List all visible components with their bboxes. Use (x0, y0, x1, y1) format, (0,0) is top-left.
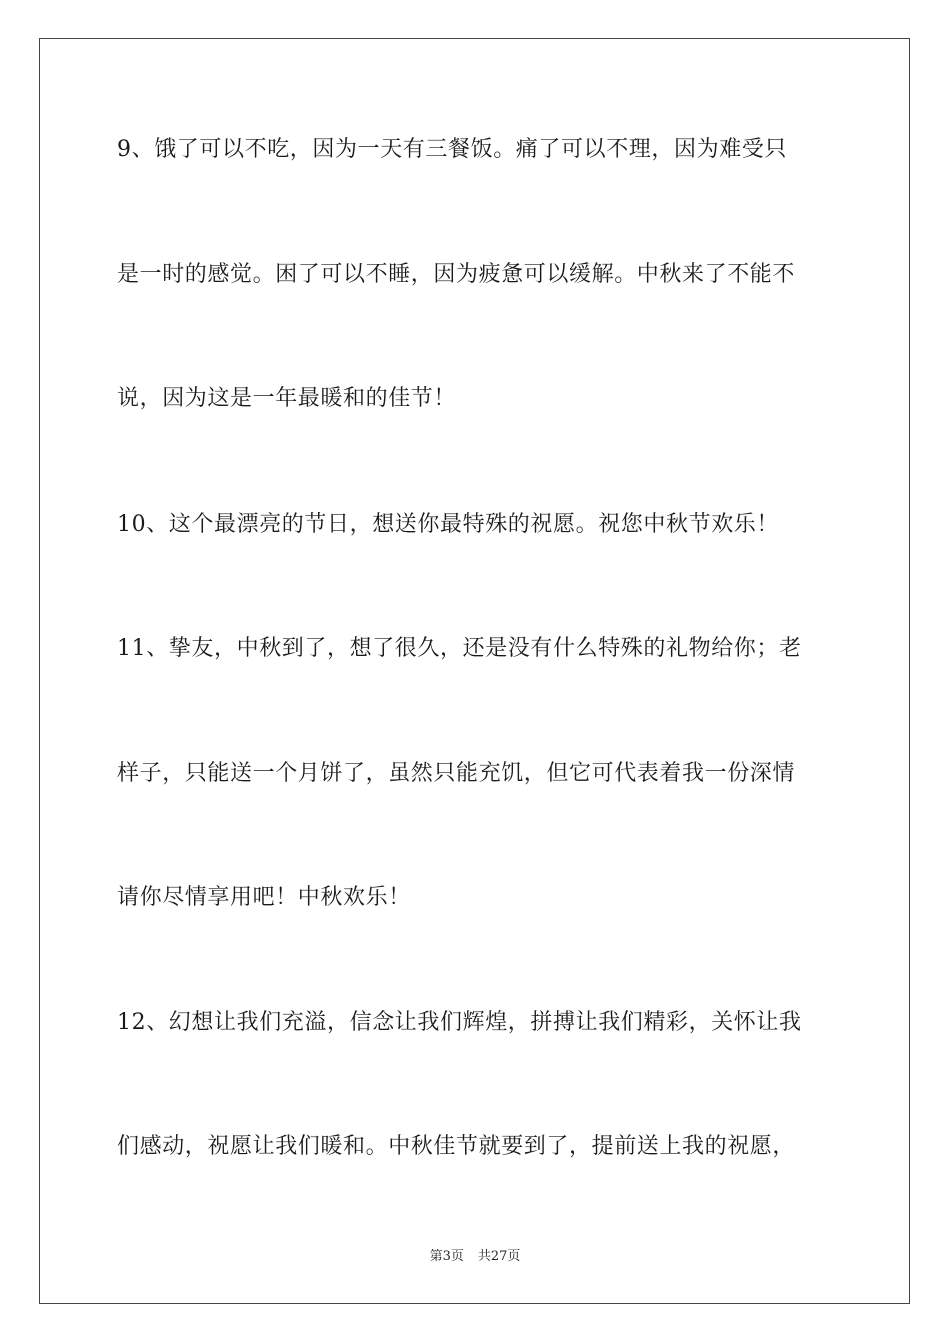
paragraph-line: 12、幻想让我们充溢，信念让我们辉煌，拼搏让我们精彩，关怀让我 (117, 1010, 802, 1035)
paragraph-line: 样子，只能送一个月饼了，虽然只能充饥，但它可代表着我一份深情 (117, 761, 796, 786)
page-number: 第3页 (429, 1249, 464, 1264)
paragraph-line: 说，因为这是一年最暖和的佳节！ (117, 386, 457, 411)
paragraph-line: 们感动，祝愿让我们暖和。中秋佳节就要到了，提前送上我的祝愿， (117, 1134, 796, 1159)
page-footer (0, 1248, 950, 1266)
paragraph-line: 10、这个最漂亮的节日，想送你最特殊的祝愿。祝您中秋节欢乐！ (117, 512, 779, 537)
paragraph-line: 请你尽情享用吧！中秋欢乐！ (117, 885, 411, 910)
paragraph-line: 9、饿了可以不吃，因为一天有三餐饭。痛了可以不理，因为难受只 (117, 137, 787, 162)
page-total: 共27页 (477, 1249, 521, 1264)
page-border (39, 38, 910, 1304)
paragraph-line: 是一时的感觉。困了可以不睡，因为疲惫可以缓解。中秋来了不能不 (117, 262, 796, 287)
paragraph-line: 11、挚友，中秋到了，想了很久，还是没有什么特殊的礼物给你；老 (117, 636, 802, 661)
